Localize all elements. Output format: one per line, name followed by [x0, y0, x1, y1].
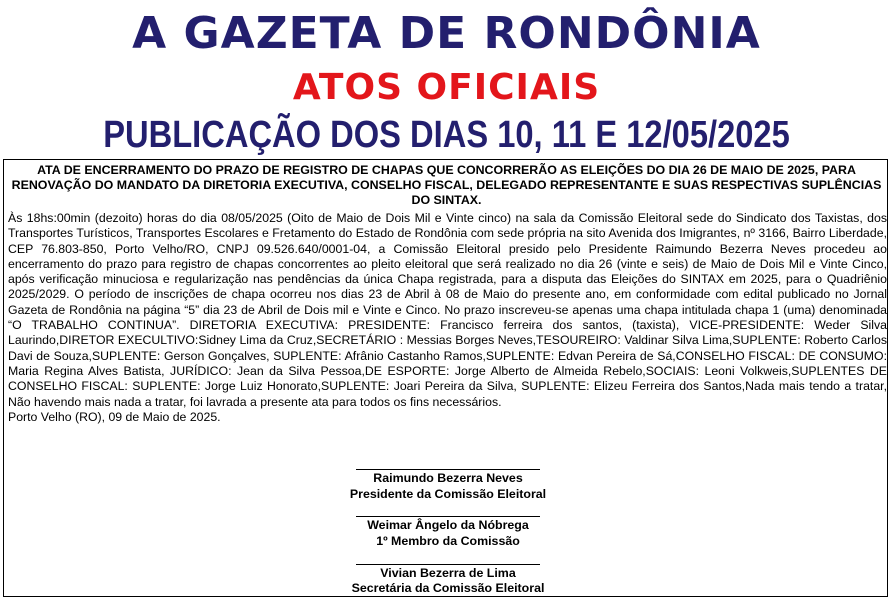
signature-role-2: 1º Membro da Comissão	[376, 534, 520, 548]
signature-name-1: Raimundo Bezerra Neves	[373, 471, 523, 485]
notice-body-text: Às 18hs:00min (dezoito) horas do dia 08/05/2025 (Oito de Maio de Dois Mil e Vinte cinco) na sala da Comissão Eleitoral sede do Sindicato dos Taxistas, dos Transportes Turísticos, Transportes Escolares e Fretamento do Estado de Rondônia com sede própria na sito Avenida dos Imigrantes, nº 3166, Bairro Liberdade, CEP 76.803-850, Porto Velho/RO, CNPJ 09.526.640/0001-04, a Comissão Eleitoral presido pelo Presidente Raimundo Bezerra Neves procedeu ao encerramento do prazo para registro de chapas concorrentes ao pleito eleitoral que será realizado no dia 26 (vinte e seis) de Maio de Dois Mil e Vinte Cinco, após verificação minuciosa e regularização nas pendências da única Chapa registrada, para a disputa das Eleições do SINTAX em 2025, para o Quadriênio 2025/2029. O período de inscrições de chapa ocorreu nos dias 23 de Abril à 08 de Maio do presente ano, em conformidade com edital publicado no Jornal Gazeta de Rondônia na página “5” dia 23 de Abril de Dois mil e Vinte e Cinco. No prazo inscreveu-se apenas uma chapa intitulada chapa 1 (uma) denominada “O TRABALHO CONTINUA”. DIRETORIA EXECUTIVA: PRESIDENTE: Francisco ferreira dos santos, (taxista), VICE-PRESIDENTE: Weder Silva Laurindo,DIRETOR EXECULTIVO:Sidney Lima da Cruz,SECRETÁRIO : Messias Borges Neves,TESOUREIRO: Valdinar Silva Lima,SUPLENTE: Roberto Carlos Davi de Souza,SUPLENTE: Gerson Gonçalves, SUPLENTE: Afrânio Castanho Ramos,SUPLENTE: Edvan Pereira de Sá,CONSELHO FISCAL: DE CONSUMO: Maria Regina Alves Batista, JURÍDICO: Jean da Silva Pessoa,DE ESPORTE: Jorge Alberto de Almeida Rebelo,SOCIAIS: Leoni Volkweis,SUPLENTES DE CONSELHO FISCAL: SUPLENTE: Jorge Luiz Honorato,SUPLENTE: Joari Pereira da Silva, SUPLENTE: Elizeu Ferreira dos Santos,Nada mais tendo a tratar, Não havendo mais nada a tratar, foi lavrada a presente ata para todos os fins necessários.	[8, 211, 887, 409]
notice-place-date: Porto Velho (RO), 09 de Maio de 2025.	[8, 409, 221, 424]
notice-title: ATA DE ENCERRAMENTO DO PRAZO DE REGISTRO DE CHAPAS QUE CONCORRERÃO AS ELEIÇÕES DO DIA 26 DE MAIO DE 2025, PARA RENOVAÇÃO DO MANDATO DA DIRETORIA EXECUTIVA, CONSELHO FISCAL, DELEGADO REPRESENTANTE E SUAS RESPECTIVAS SUPLÊNCIAS DO SINTAX.	[11, 163, 882, 207]
signature-name-3: Vivian Bezerra de Lima	[380, 566, 516, 580]
signature-line-3	[356, 564, 540, 565]
signature-line-2	[356, 516, 540, 517]
official-notice-box	[3, 159, 888, 597]
signature-line-1	[356, 469, 540, 470]
signature-role-3: Secretária da Comissão Eleitoral	[351, 581, 545, 595]
signature-role-1: Presidente da Comissão Eleitoral	[349, 487, 547, 501]
notice-body	[8, 211, 887, 425]
signature-name-2: Weimar Ângelo da Nóbrega	[367, 518, 529, 532]
section-title: ATOS OFICIAIS	[292, 67, 601, 108]
publication-dates: PUBLICAÇÃO DOS DIAS 10, 11 E 12/05/2025	[103, 114, 790, 156]
newspaper-title: A GAZETA DE RONDÔNIA	[132, 8, 761, 59]
